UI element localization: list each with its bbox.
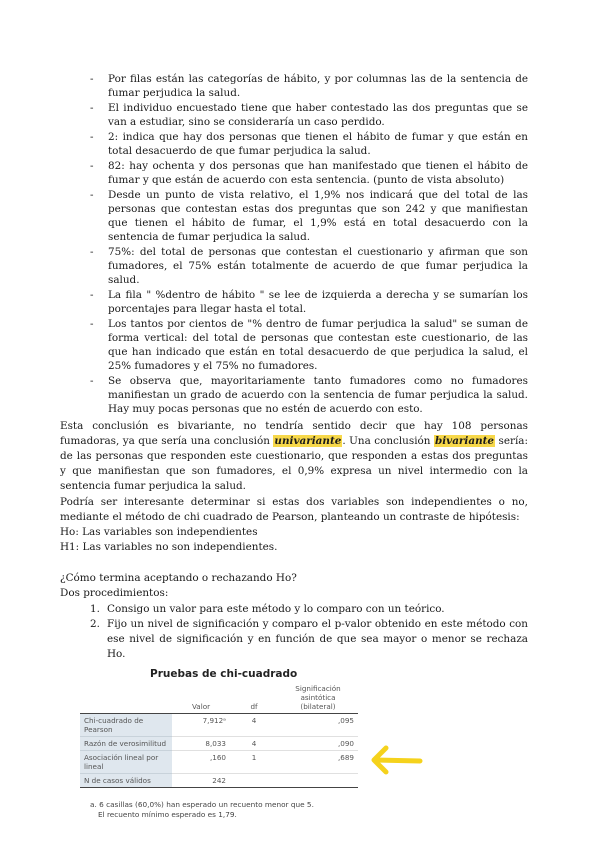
arrow-left-icon <box>368 742 424 778</box>
header-sig: Significación asintótica (bilateral) <box>295 684 341 711</box>
procedures-list <box>60 602 528 662</box>
bullet-item: - Los tantos por cientos de "% dentro de fumar perjudica la salud" se suman de forma vertical: del total de personas que contestan este cuestionario, de las que han indicado que están en total desacuerdo de que perjudica la salud, el 25% fumadores y el 75% no fumadores. <box>90 317 528 373</box>
bullet-list <box>90 72 528 417</box>
bullet-item: - 75%: del total de personas que contestan el cuestionario y afirman que son fumadores, el 75% están totalmente de acuerdo de que fumar perjudica la salud. <box>90 245 528 287</box>
chi-square-intro: Podría ser interesante determinar si estas dos variables son independientes o no, mediante el método de chi cuadrado de Pearson, planteando un contraste de hipótesis: <box>60 496 528 523</box>
header-df: df <box>250 702 258 711</box>
highlight-bivariante: bivariante <box>434 435 495 447</box>
table-row: Razón de verosimilitud 8,033 4 ,090 <box>80 737 358 751</box>
table-title: Pruebas de chi-cuadrado <box>150 668 298 680</box>
chi-square-table <box>80 682 358 788</box>
table-header-row <box>80 682 358 714</box>
bullet-item: - El individuo encuestado tiene que haber contestado las dos preguntas que se van a estudiar, sino se consideraría un caso perdido. <box>90 101 528 129</box>
bivariate-paragraph: Esta conclusión es bivariante, no tendría sentido decir que hay 108 personas fumadoras, ya que sería una conclusión univariante. Una conclusión bivariante sería: de las personas que responden este cuestionario, que responden a estas dos preguntas y que manifiestan que son fumadores, el 0,9% expresa un nivel intermedio con la sentencia fumar perjudica la salud. <box>60 420 528 492</box>
table-footnote: a. 6 casillas (60,0%) han esperado un recuento menor que 5. El recuento mínimo esperado es 1,79. <box>90 800 314 819</box>
question-line: ¿Cómo termina aceptando o rechazando Ho? <box>60 572 297 584</box>
bullet-item: - Se observa que, mayoritariamente tanto fumadores como no fumadores manifiestan un grado de acuerdo con la sentencia de fumar perjudica la salud. Hay muy pocas personas que no estén de acuerdo con esto. <box>90 374 528 416</box>
bullet-item: - La fila " %dentro de hábito " se lee de izquierda a derecha y se sumarían los porcentajes para llegar hasta el total. <box>90 288 528 316</box>
highlight-univariante: univariante <box>274 435 342 447</box>
procedure-item: 1. Consigo un valor para este método y lo comparo con un teórico. <box>90 603 445 615</box>
hypothesis-h1: H1: Las variables no son independientes. <box>60 541 278 553</box>
bullet-item: - 2: indica que hay dos personas que tienen el hábito de fumar y que están en total desacuerdo de que fumar perjudica la salud. <box>90 130 528 158</box>
bullet-item: - Por filas están las categorías de hábito, y por columnas las de la sentencia de fumar perjudica la salud. <box>90 72 528 100</box>
hypothesis-h0: Ho: Las variables son independientes <box>60 526 258 538</box>
bullet-item: - 82: hay ochenta y dos personas que han manifestado que tienen el hábito de fumar y que están de acuerdo con esta sentencia. (punto de vista absoluto) <box>90 159 528 187</box>
table-row: Asociación lineal por lineal ,160 1 ,689 <box>80 751 358 774</box>
procedures-intro: Dos procedimientos: <box>60 587 169 599</box>
table-row: Chi-cuadrado de Pearson 7,912ᵃ 4 ,095 <box>80 714 358 737</box>
procedure-item: 2. Fijo un nivel de significación y comparo el p-valor obtenido en este método con ese nivel de significación y en función de que sea mayor o menor se rechaza Ho. <box>90 618 528 660</box>
table-row: N de casos válidos 242 <box>80 774 358 788</box>
bullet-item: - Desde un punto de vista relativo, el 1,9% nos indicará que del total de las personas que contestan estas dos preguntas que son 242 y que manifiestan que tienen el hábito de fumar, el 1,9% está en total desacuerdo con la sentencia de fumar perjudica la salud. <box>90 188 528 244</box>
header-valor: Valor <box>191 702 211 711</box>
